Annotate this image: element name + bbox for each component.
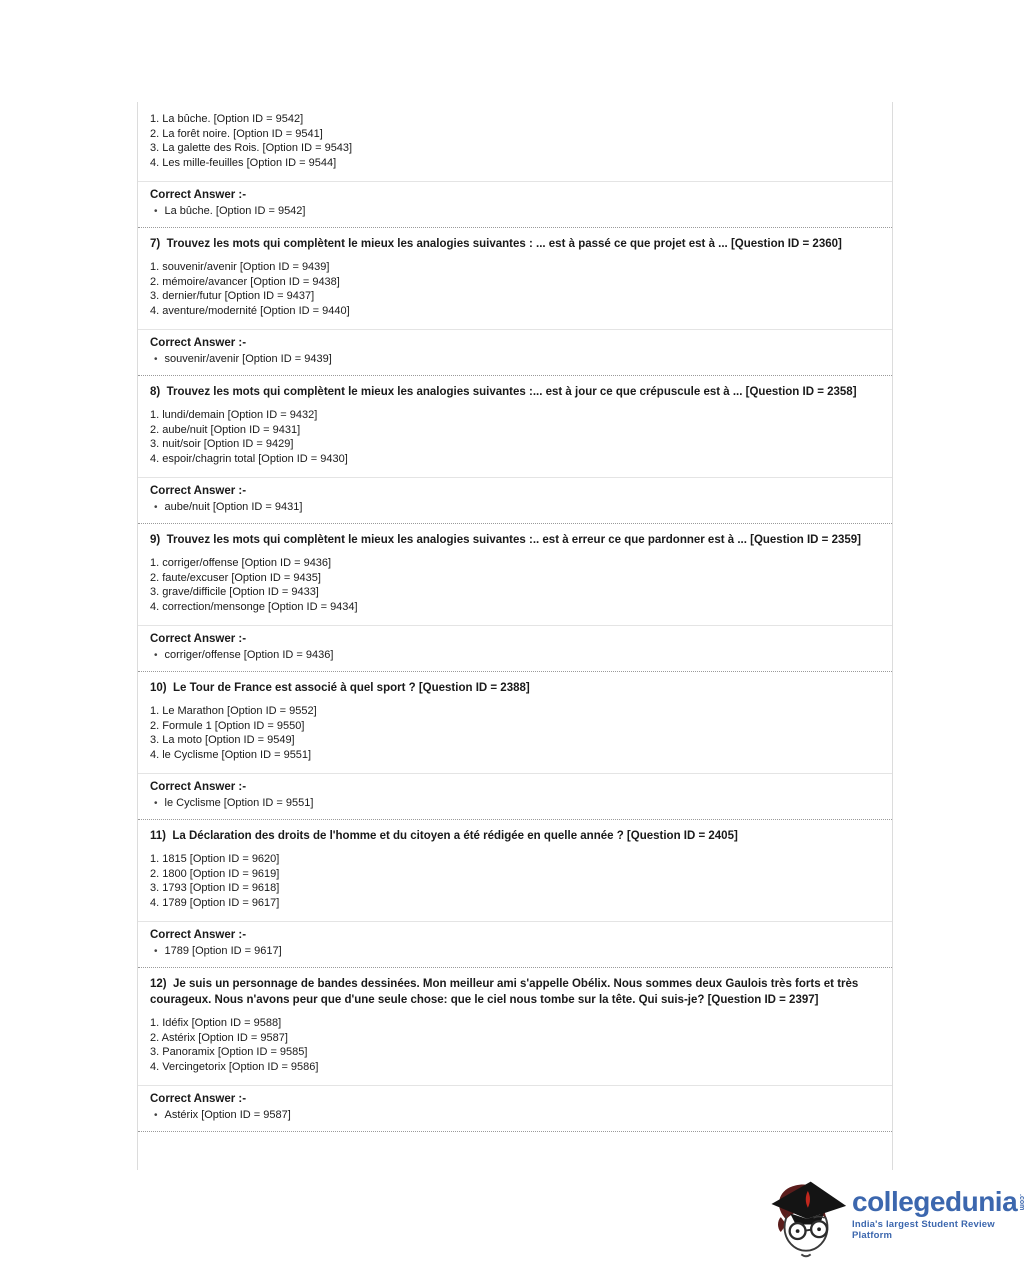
option-list bbox=[150, 408, 880, 466]
bullet-icon: • bbox=[154, 798, 158, 809]
option-list bbox=[150, 112, 880, 170]
question-block bbox=[138, 976, 892, 1132]
option-item: 2. aube/nuit [Option ID = 9431] bbox=[150, 423, 301, 436]
option-item: 3. La galette des Rois. [Option ID = 9543] bbox=[150, 142, 353, 154]
option-item: 4. Les mille-feuilles [Option ID = 9544] bbox=[150, 156, 337, 169]
option-item: 3. La moto [Option ID = 9549] bbox=[150, 734, 295, 746]
option-item: 3. 1793 [Option ID = 9618] bbox=[150, 882, 280, 894]
option-item: 1. Idéfix [Option ID = 9588] bbox=[150, 1017, 282, 1029]
correct-answer-value: souvenir/avenir [Option ID = 9439] bbox=[164, 353, 332, 365]
correct-answer-section bbox=[138, 921, 892, 967]
brand-name: collegedunia bbox=[852, 1186, 1018, 1217]
question-block bbox=[138, 236, 892, 376]
question-heading: 12) Je suis un personnage de bandes dessinées. Mon meilleur ami s'appelle Obélix. Nous sommes deux Gaulois très forts et très courageux. Nous n'avons peur que d'une seule chose: que le ciel nous tombe sur la tête. Qui suis-je? [Question ID = 2397] bbox=[150, 978, 862, 1006]
correct-answer-label: Correct Answer :- bbox=[150, 781, 247, 793]
option-item: 3. dernier/futur [Option ID = 9437] bbox=[150, 290, 315, 302]
option-list bbox=[150, 556, 880, 614]
question-list bbox=[137, 102, 893, 1170]
option-item: 2. faute/excuser [Option ID = 9435] bbox=[150, 571, 321, 584]
correct-answer-value: Astérix [Option ID = 9587] bbox=[164, 1109, 291, 1121]
option-list bbox=[150, 260, 880, 318]
correct-answer-value: aube/nuit [Option ID = 9431] bbox=[164, 501, 303, 513]
bullet-icon: • bbox=[154, 946, 158, 957]
option-item: 1. souvenir/avenir [Option ID = 9439] bbox=[150, 261, 330, 273]
correct-answer-section bbox=[138, 773, 892, 819]
collegedunia-logo bbox=[762, 1176, 1025, 1260]
brand-text bbox=[852, 1188, 1025, 1241]
question-heading: 7) Trouvez les mots qui complètent le mieux les analogies suivantes : ... est à passé ce que projet est à ... [Question ID = 2360] bbox=[150, 238, 842, 250]
correct-answer-line bbox=[150, 648, 880, 663]
correct-answer-label: Correct Answer :- bbox=[150, 1093, 247, 1105]
question-heading: 9) Trouvez les mots qui complètent le mieux les analogies suivantes :.. est à erreur ce que pardonner est à ... [Question ID = 2359] bbox=[150, 534, 861, 546]
option-list bbox=[150, 1016, 880, 1074]
correct-answer-section bbox=[138, 625, 892, 671]
option-item: 3. nuit/soir [Option ID = 9429] bbox=[150, 438, 294, 450]
question-block bbox=[138, 112, 892, 228]
question-block bbox=[138, 828, 892, 968]
question-block bbox=[138, 532, 892, 672]
correct-answer-line bbox=[150, 204, 880, 219]
correct-answer-value: 1789 [Option ID = 9617] bbox=[164, 945, 282, 957]
bullet-icon: • bbox=[154, 502, 158, 513]
correct-answer-label: Correct Answer :- bbox=[150, 929, 247, 941]
correct-answer-value: corriger/offense [Option ID = 9436] bbox=[164, 649, 334, 661]
bullet-icon: • bbox=[154, 650, 158, 661]
option-item: 2. Formule 1 [Option ID = 9550] bbox=[150, 719, 305, 732]
option-item: 4. aventure/modernité [Option ID = 9440] bbox=[150, 304, 350, 317]
option-item: 2. mémoire/avancer [Option ID = 9438] bbox=[150, 275, 340, 288]
option-list bbox=[150, 704, 880, 762]
correct-answer-label: Correct Answer :- bbox=[150, 189, 247, 201]
bullet-icon: • bbox=[154, 354, 158, 365]
correct-answer-label: Correct Answer :- bbox=[150, 485, 247, 497]
correct-answer-label: Correct Answer :- bbox=[150, 633, 247, 645]
correct-answer-label: Correct Answer :- bbox=[150, 337, 247, 349]
option-item: 4. Vercingetorix [Option ID = 9586] bbox=[150, 1060, 319, 1073]
question-block bbox=[138, 680, 892, 820]
option-item: 2. 1800 [Option ID = 9619] bbox=[150, 867, 280, 880]
brand-tagline: India's largest Student Review Platform bbox=[852, 1219, 995, 1241]
correct-answer-line bbox=[150, 944, 880, 959]
collegedunia-mascot-icon bbox=[762, 1176, 850, 1260]
correct-answer-section bbox=[138, 1085, 892, 1131]
option-list bbox=[150, 852, 880, 910]
correct-answer-line bbox=[150, 796, 880, 811]
option-item: 2. Astérix [Option ID = 9587] bbox=[150, 1031, 288, 1044]
correct-answer-section bbox=[138, 181, 892, 227]
correct-answer-line bbox=[150, 500, 880, 515]
bullet-icon: • bbox=[154, 1110, 158, 1121]
correct-answer-section bbox=[138, 477, 892, 523]
brand-tld: .com bbox=[1018, 1194, 1025, 1211]
question-heading: 10) Le Tour de France est associé à quel sport ? [Question ID = 2388] bbox=[150, 682, 530, 694]
option-item: 1. La bûche. [Option ID = 9542] bbox=[150, 113, 304, 125]
option-item: 3. Panoramix [Option ID = 9585] bbox=[150, 1046, 308, 1058]
option-item: 4. le Cyclisme [Option ID = 9551] bbox=[150, 748, 312, 761]
correct-answer-value: le Cyclisme [Option ID = 9551] bbox=[164, 797, 314, 809]
question-heading: 11) La Déclaration des droits de l'homme et du citoyen a été rédigée en quelle année ? [Question ID = 2405] bbox=[150, 830, 738, 842]
correct-answer-value: La bûche. [Option ID = 9542] bbox=[164, 205, 306, 217]
option-item: 4. 1789 [Option ID = 9617] bbox=[150, 896, 280, 909]
option-item: 1. corriger/offense [Option ID = 9436] bbox=[150, 557, 332, 569]
option-item: 4. correction/mensonge [Option ID = 9434] bbox=[150, 600, 358, 613]
correct-answer-line bbox=[150, 352, 880, 367]
option-item: 1. 1815 [Option ID = 9620] bbox=[150, 853, 280, 865]
question-heading: 8) Trouvez les mots qui complètent le mieux les analogies suivantes :... est à jour ce que crépuscule est à ... [Question ID = 2358] bbox=[150, 386, 857, 398]
correct-answer-line bbox=[150, 1108, 880, 1123]
option-item: 1. lundi/demain [Option ID = 9432] bbox=[150, 409, 318, 421]
bullet-icon: • bbox=[154, 206, 158, 217]
correct-answer-section bbox=[138, 329, 892, 375]
option-item: 3. grave/difficile [Option ID = 9433] bbox=[150, 586, 319, 598]
option-item: 4. espoir/chagrin total [Option ID = 9430] bbox=[150, 452, 348, 465]
option-item: 2. La forêt noire. [Option ID = 9541] bbox=[150, 127, 323, 140]
option-item: 1. Le Marathon [Option ID = 9552] bbox=[150, 705, 317, 717]
question-block bbox=[138, 384, 892, 524]
